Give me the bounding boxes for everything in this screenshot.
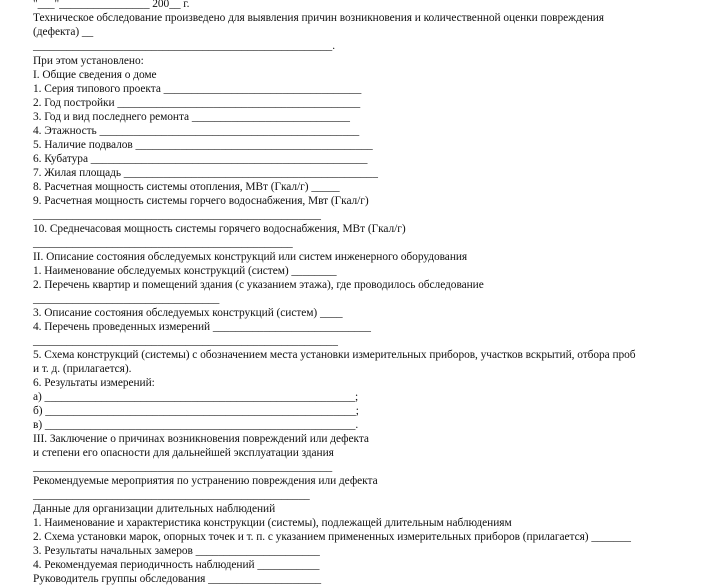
lt-item-4: 4. Рекомендуемая периодичность наблюдений ___________ [33,559,320,571]
s2-item-2-rooms: 2. Перечень квартир и помещений здания (с указанием этажа), где проводилось обследование [33,279,484,291]
group-head: Руководитель группы обследования ____________________ [33,573,322,585]
s2-item-4-measurements: 4. Перечень проведенных измерений ____________________________ [33,321,371,333]
s2-item-3-condition: 3. Описание состояния обследуемых конструкций (систем) ____ [33,307,343,319]
result-c: в) _______________________________________________________. [33,419,359,431]
item-3-repair: 3. Год и вид последнего ремонта ____________________________ [33,111,350,123]
long-term-heading: Данные для организации длительных наблюдений [33,503,276,515]
s2-item-5-scheme-2: и т. д. (прилагается). [33,363,132,375]
lt-item-3: 3. Результаты начальных замеров ______________________ [33,545,320,557]
item-1-series: 1. Серия типового проекта ___________________________________ [33,83,362,95]
section-3-heading-2: и степени его опасности для дальнейшей эксплуатации здания [33,447,334,459]
section-3-blank: _____________________________________________________ [33,461,333,473]
item-6-volume: 6. Кубатура _________________________________________________ [33,153,368,165]
section-1-heading: I. Общие сведения о доме [33,69,157,81]
item-4-floors: 4. Этажность ______________________________________________ [33,125,360,137]
result-a: а) _______________________________________________________; [33,391,359,403]
s2-item-1-names: 1. Наименование обследуемых конструкций (систем) ________ [33,265,337,277]
item-9-hot-water: 9. Расчетная мощность системы горчего водоснабжения, Мвт (Гкал/г) [33,195,369,207]
result-b: б) _______________________________________________________; [33,405,359,417]
item-10-avg-hot-water: 10. Среднечасовая мощность системы горячего водоснабжения, МВт (Гкал/г) [33,223,406,235]
recommended-blank: _________________________________________________ [33,489,310,501]
lt-item-1: 1. Наименование и характеристика конструкции (системы), подлежащей длительным наблюдениям [33,517,512,529]
item-9-blank: ___________________________________________________ [33,209,321,221]
purpose-line-3: _____________________________________________________. [33,40,335,52]
item-8-heating: 8. Расчетная мощность системы отопления, МВт (Гкал/г) _____ [33,181,340,193]
established-heading: При этом установлено: [33,55,144,67]
lt-item-2: 2. Схема установки марок, опорных точек и т. п. с указанием примененных измерительных приборов (прилагается) _______ [33,531,631,543]
section-3-heading-1: III. Заключение о причинах возникновения повреждений или дефекта [33,433,369,445]
s2-item-4-blank: ______________________________________________________ [33,335,338,347]
section-2-heading: II. Описание состояния обследуемых конструкций или систем инженерного оборудования [33,251,468,263]
purpose-line-1: Техническое обследование произведено для выявления причин возникновения и количественной оценки повреждения [33,12,604,24]
s2-item-6-results: 6. Результаты измерений: [33,377,155,389]
item-5-basements: 5. Наличие подвалов __________________________________________ [33,139,373,151]
item-7-area: 7. Жилая площадь _____________________________________________ [33,167,378,179]
purpose-line-2: (дефекта) __ [33,26,94,38]
s2-item-5-scheme-1: 5. Схема конструкций (системы) с обозначением места установки измерительных приборов, участков вскрытий, отбора проб [33,349,636,361]
item-10-blank: ______________________________________________ [33,237,293,249]
recommended-measures: Рекомендуемые мероприятия по устранению повреждения или дефекта [33,475,378,487]
item-2-year-built: 2. Год постройки ___________________________________________ [33,97,361,109]
s2-item-2-blank: _________________________________ [33,293,220,305]
date-line: "___"________________ 200__ г. [33,0,190,10]
